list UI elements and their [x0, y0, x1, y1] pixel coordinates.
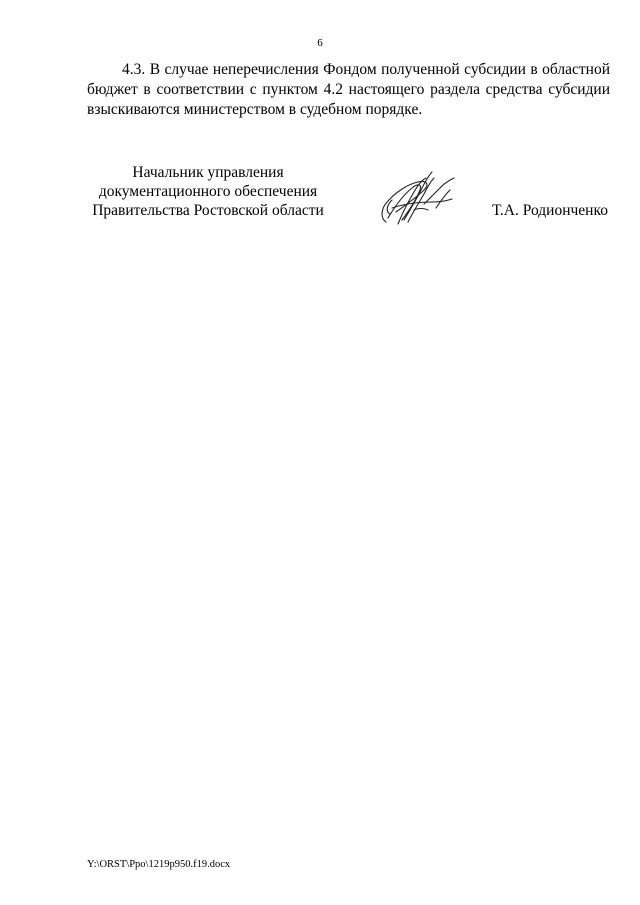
handwritten-signature: [374, 168, 464, 230]
signatory-position: [78, 163, 338, 220]
position-line-1: Начальник управления: [132, 164, 284, 181]
page-number: 6: [317, 37, 323, 49]
position-line-3: Правительства Ростовской области: [92, 202, 324, 219]
signatory-name: Т.А. Родионченко: [492, 202, 608, 219]
file-path-footer: Y:\ORST\Ppo\1219p950.f19.docx: [87, 859, 231, 870]
body-paragraph: 4.3. В случае неперечисления Фондом полученной субсидии в областной бюджет в соответствии с пунктом 4.2 настоящего раздела средства субсидии взыскиваются министерством в судебном порядке.: [87, 61, 610, 118]
position-line-2: документационного обеспечения: [98, 183, 318, 200]
